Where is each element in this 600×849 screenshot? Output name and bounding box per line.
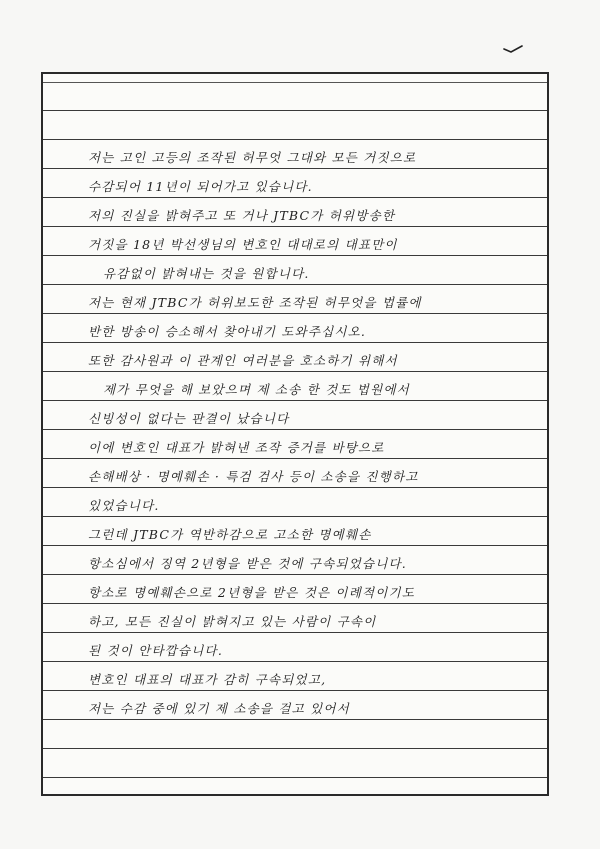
text-line [43, 691, 547, 720]
text-line [43, 459, 547, 488]
handwritten-line-text: 있었습니다. [88, 498, 160, 513]
text-line [43, 256, 547, 285]
text-line [43, 517, 547, 546]
handwritten-line-text: 유감없이 밝혀내는 것을 원합니다. [103, 266, 310, 281]
check-mark-icon [503, 44, 523, 54]
handwritten-line-text: 이에 변호인 대표가 밝혀낸 조작 증거를 바탕으로 [88, 440, 385, 455]
handwritten-line-text: 항소심에서 징역 2년형을 받은 것에 구속되었습니다. [88, 556, 407, 571]
text-line [43, 140, 547, 169]
text-line [43, 82, 547, 111]
handwritten-line-text: 저는 현재 JTBC가 허위보도한 조작된 허무엇을 법률에 [88, 295, 422, 310]
handwritten-line-text: 그런데 JTBC가 역반하감으로 고소한 명예훼손 [88, 527, 372, 542]
handwritten-line-text: 하고, 모든 진실이 밝혀지고 있는 사람이 구속이 [88, 614, 377, 629]
text-line [43, 285, 547, 314]
text-line [43, 546, 547, 575]
text-line [43, 430, 547, 459]
handwritten-line-text: 된 것이 안타깝습니다. [88, 643, 223, 658]
text-line [43, 169, 547, 198]
handwritten-line-text: 손해배상 · 명예훼손 · 특검 검사 등이 소송을 진행하고 [88, 469, 419, 484]
text-line [43, 749, 547, 778]
text-line [43, 314, 547, 343]
text-line [43, 604, 547, 633]
text-line [43, 198, 547, 227]
text-line [43, 401, 547, 430]
handwritten-line-text: 항소로 명예훼손으로 2년형을 받은 것은 이례적이기도 [88, 585, 416, 600]
text-line [43, 343, 547, 372]
handwritten-line-text: 또한 감사원과 이 관계인 여러분을 호소하기 위해서 [88, 353, 398, 368]
text-line [43, 111, 547, 140]
handwritten-line-text: 저는 고인 고등의 조작된 허무엇 그대와 모든 거짓으로 [88, 150, 417, 165]
handwritten-line-text: 제가 무엇을 해 보았으며 제 소송 한 것도 법원에서 [103, 382, 410, 397]
handwritten-line-text: 거짓을 18년 박선생님의 변호인 대대로의 대표만이 [88, 237, 398, 252]
handwritten-line-text: 수감되어 11년이 되어가고 있습니다. [88, 179, 313, 194]
text-line [43, 662, 547, 691]
text-line [43, 720, 547, 749]
text-line [43, 227, 547, 256]
handwritten-line-text: 반한 방송이 승소해서 찾아내기 도와주십시오. [88, 324, 367, 339]
text-line [43, 633, 547, 662]
text-line [43, 372, 547, 401]
handwritten-line-text: 저의 진실을 밝혀주고 또 거나 JTBC가 허위방송한 [88, 208, 396, 223]
text-line [43, 575, 547, 604]
lined-letter-paper [41, 72, 549, 796]
handwritten-line-text: 저는 수감 중에 있기 제 소송을 걸고 있어서 [88, 701, 350, 716]
text-line [43, 488, 547, 517]
handwritten-line-text: 변호인 대표의 대표가 감히 구속되었고, [88, 672, 327, 687]
handwritten-line-text: 신빙성이 없다는 판결이 났습니다 [88, 411, 290, 426]
